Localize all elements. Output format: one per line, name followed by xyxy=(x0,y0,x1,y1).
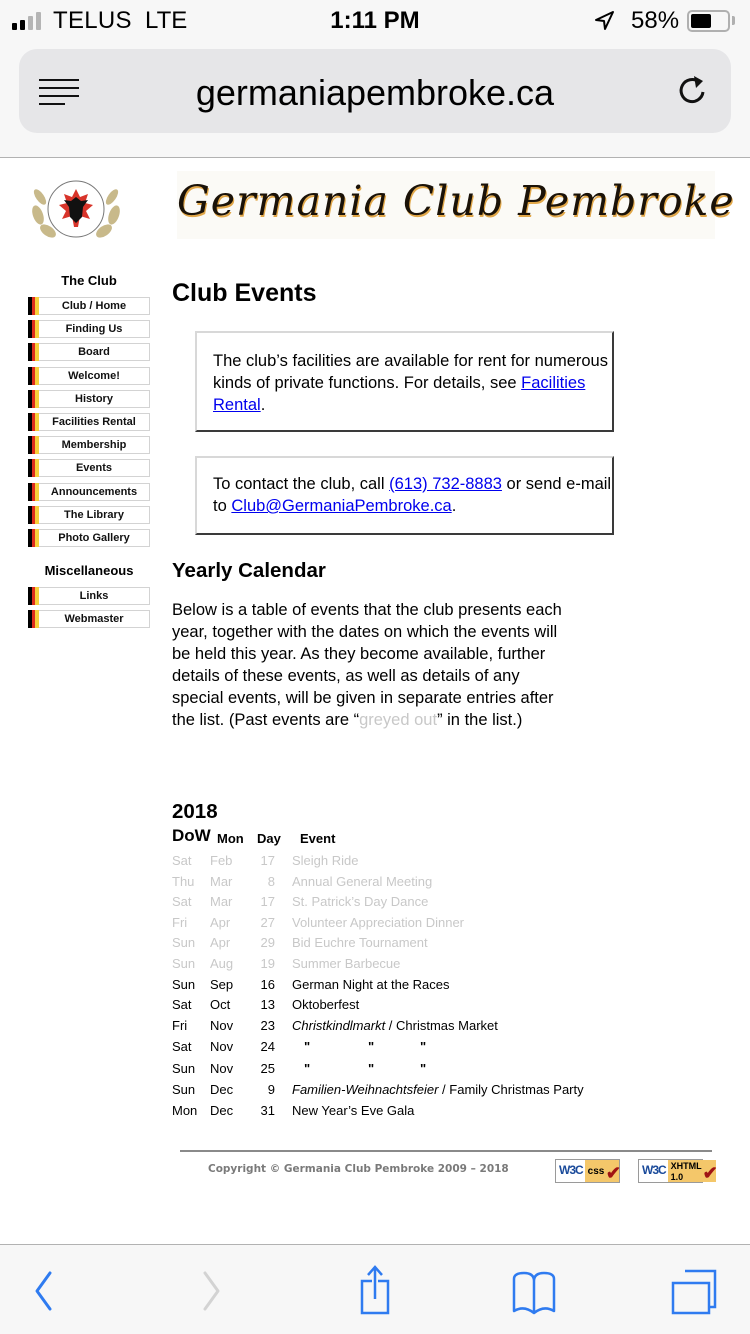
event-month: Nov xyxy=(210,1061,234,1076)
header-mon: Mon xyxy=(217,831,244,846)
sidebar-heading-the-club: The Club xyxy=(61,273,117,288)
ditto-mark: " xyxy=(304,1039,311,1054)
sidebar-item-webmaster[interactable] xyxy=(28,610,150,628)
copyright: Copyright © Germania Club Pembroke 2009 – 2018 xyxy=(208,1163,509,1175)
event-row xyxy=(172,915,632,935)
event-dow: Thu xyxy=(172,874,195,889)
event-row xyxy=(172,1061,632,1081)
contact-box xyxy=(195,456,614,535)
event-dow: Sat xyxy=(172,853,192,868)
url-text[interactable]: germaniapembroke.ca xyxy=(195,72,555,113)
web-page xyxy=(0,159,750,1244)
sidebar-item-label: History xyxy=(75,392,113,405)
css-label: css xyxy=(587,1166,605,1177)
club-logo[interactable] xyxy=(28,167,124,249)
flag-stripe-icon xyxy=(28,459,39,477)
bookmarks-icon[interactable] xyxy=(504,1259,564,1319)
w3c-css-badge[interactable] xyxy=(555,1159,620,1183)
event-month: Oct xyxy=(210,997,231,1012)
event-row xyxy=(172,935,632,955)
forward-icon[interactable] xyxy=(183,1259,243,1319)
event-name: Sleigh Ride xyxy=(292,853,359,868)
sidebar-item-label: Club / Home xyxy=(61,300,127,312)
sidebar-item-announcements[interactable] xyxy=(28,483,150,501)
event-name: St. Patrick’s Day Dance xyxy=(292,894,429,909)
ditto-mark: " xyxy=(420,1061,427,1076)
location-arrow-icon xyxy=(592,9,616,33)
sidebar-item-club-home[interactable] xyxy=(28,297,150,315)
event-day: 19 xyxy=(260,956,275,971)
event-day: 17 xyxy=(260,894,275,909)
sidebar-item-label: Photo Gallery xyxy=(58,532,130,544)
event-day: 13 xyxy=(260,997,275,1012)
event-day: 8 xyxy=(267,874,275,889)
email-link[interactable]: Club@GermaniaPembroke.ca xyxy=(231,497,452,515)
banner-title: Germania Club Pembroke xyxy=(177,177,735,225)
rental-notice-text: The club’s facilities are available for rent for numerous kinds of private functions. For details, see xyxy=(213,352,608,392)
facilities-rental-link[interactable]: Facilities Rental xyxy=(213,374,586,414)
contact-text-or: or send e-mail to xyxy=(213,475,612,515)
event-day: 29 xyxy=(260,935,275,950)
event-day: 25 xyxy=(260,1061,275,1076)
event-name: Summer Barbecue xyxy=(292,956,401,971)
sidebar-item-photo-gallery[interactable] xyxy=(28,529,150,547)
flag-stripe-icon xyxy=(28,320,39,338)
sidebar-item-events[interactable] xyxy=(28,459,150,477)
event-name: German Night at the Races xyxy=(292,977,450,992)
event-name-german: Familien-Weihnachtsfeier xyxy=(292,1082,439,1097)
flag-stripe-icon xyxy=(28,413,39,431)
carrier-name: TELUS xyxy=(53,7,132,34)
sidebar-item-links[interactable] xyxy=(28,587,150,605)
page-title: Club Events xyxy=(172,279,317,307)
event-name-english: / Christmas Market xyxy=(385,1018,498,1033)
event-dow: Sat xyxy=(172,1039,192,1054)
header-day: Day xyxy=(257,831,281,846)
event-dow: Sat xyxy=(172,997,192,1012)
event-row xyxy=(172,853,632,873)
flag-stripe-icon xyxy=(28,297,39,315)
event-row xyxy=(172,1082,632,1102)
back-icon[interactable] xyxy=(12,1259,72,1319)
phone-link[interactable]: (613) 732-8883 xyxy=(389,475,502,493)
event-day: 16 xyxy=(260,977,275,992)
intro-text: Below is a table of events that the club presents each year, together with the dates on which the events will be held this year. As they become available, further details of these events, as well as details of any special events, will be given in separate entries after the list. (Past events are “ xyxy=(172,601,562,730)
event-row xyxy=(172,956,632,976)
event-day: 23 xyxy=(260,1018,275,1033)
event-month: Mar xyxy=(210,874,233,889)
event-day: 17 xyxy=(260,853,275,868)
event-name-english: / Family Christmas Party xyxy=(438,1082,584,1097)
ditto-mark: " xyxy=(368,1039,375,1054)
event-day: 9 xyxy=(267,1082,275,1097)
flag-stripe-icon xyxy=(28,610,39,628)
sidebar-item-board[interactable] xyxy=(28,343,150,361)
event-month: Apr xyxy=(210,935,231,950)
event-row xyxy=(172,1018,632,1038)
ditto-mark: " xyxy=(368,1061,375,1076)
event-row xyxy=(172,1103,632,1123)
rental-notice-box xyxy=(195,331,614,432)
yearly-calendar-heading: Yearly Calendar xyxy=(172,559,326,582)
event-day: 27 xyxy=(260,915,275,930)
event-name: Bid Euchre Tournament xyxy=(292,935,428,950)
w3c-xhtml-badge[interactable] xyxy=(638,1159,718,1183)
event-dow: Sun xyxy=(172,1061,196,1076)
event-month: Dec xyxy=(210,1082,234,1097)
event-month: Dec xyxy=(210,1103,234,1118)
event-name: New Year’s Eve Gala xyxy=(292,1103,415,1118)
browser-chrome xyxy=(0,40,750,158)
header-dow: DoW xyxy=(172,826,211,845)
sidebar-item-label: Board xyxy=(78,346,110,359)
battery-icon xyxy=(687,10,730,32)
event-dow: Sun xyxy=(172,935,196,950)
flag-stripe-icon xyxy=(28,529,39,547)
tabs-icon[interactable] xyxy=(665,1259,725,1319)
battery-percent: 58% xyxy=(631,7,680,34)
event-dow: Sat xyxy=(172,894,192,909)
site-banner[interactable] xyxy=(177,171,735,239)
sidebar-item-label: Facilities Rental xyxy=(52,416,136,428)
checkmark-icon: ✔ xyxy=(702,1163,718,1183)
ditto-mark: " xyxy=(304,1061,311,1076)
sidebar-item-membership[interactable] xyxy=(28,436,150,454)
event-month: Feb xyxy=(210,853,233,868)
event-dow: Fri xyxy=(172,1018,188,1033)
contact-text: To contact the club, call xyxy=(213,475,390,493)
event-name: Annual General Meeting xyxy=(292,874,433,889)
flag-stripe-icon xyxy=(28,587,39,605)
sidebar-item-label: Events xyxy=(75,462,113,475)
event-name: Oktoberfest xyxy=(292,997,360,1012)
sidebar-item-label: Links xyxy=(79,590,109,602)
flag-stripe-icon xyxy=(28,436,39,454)
w3c-logo: W3C xyxy=(559,1163,583,1177)
rental-notice-period: . xyxy=(260,396,266,414)
flag-stripe-icon xyxy=(28,367,39,385)
sidebar-item-history[interactable] xyxy=(28,390,150,408)
network-type: LTE xyxy=(145,7,188,34)
sidebar-item-label: Welcome! xyxy=(68,369,120,382)
header-event: Event xyxy=(300,831,336,846)
greyed-out-sample: greyed out xyxy=(359,711,438,730)
calendar-intro xyxy=(172,599,562,732)
event-name-german: Christkindlmarkt xyxy=(292,1018,386,1033)
sidebar-item-label: Webmaster xyxy=(64,613,124,626)
browser-toolbar xyxy=(0,1244,750,1334)
event-row xyxy=(172,874,632,894)
event-month: Sep xyxy=(210,977,234,992)
event-name xyxy=(292,1018,498,1033)
event-dow: Fri xyxy=(172,915,188,930)
flag-stripe-icon xyxy=(28,390,39,408)
event-month: Nov xyxy=(210,1018,234,1033)
event-row xyxy=(172,997,632,1017)
sidebar-item-welcome[interactable] xyxy=(28,367,150,385)
flag-stripe-icon xyxy=(28,506,39,524)
footer-divider xyxy=(180,1150,712,1152)
share-icon[interactable] xyxy=(345,1259,405,1319)
event-dow: Sun xyxy=(172,1082,196,1097)
event-day: 24 xyxy=(260,1039,275,1054)
sidebar-item-label: The Library xyxy=(64,508,124,521)
flag-stripe-icon xyxy=(28,483,39,501)
flag-stripe-icon xyxy=(28,343,39,361)
sidebar-item-finding-us[interactable] xyxy=(28,320,150,338)
event-name: Volunteer Appreciation Dinner xyxy=(292,915,465,930)
event-month: Apr xyxy=(210,915,231,930)
sidebar-item-label: Finding Us xyxy=(65,323,123,336)
xhtml-label: XHTML xyxy=(670,1161,702,1171)
event-row xyxy=(172,977,632,997)
event-dow: Sun xyxy=(172,956,196,971)
event-name xyxy=(292,1082,584,1097)
event-month: Nov xyxy=(210,1039,234,1054)
event-day: 31 xyxy=(260,1103,275,1118)
reload-icon[interactable] xyxy=(674,73,710,109)
contact-period: . xyxy=(451,497,457,515)
checkmark-icon: ✔ xyxy=(605,1163,621,1183)
ditto-mark: " xyxy=(420,1039,427,1054)
intro-text-end: ” in the list.) xyxy=(437,711,523,730)
event-dow: Mon xyxy=(172,1103,198,1118)
status-bar xyxy=(0,0,750,40)
event-dow: Sun xyxy=(172,977,196,992)
sidebar-item-facilities-rental[interactable] xyxy=(28,413,150,431)
event-month: Aug xyxy=(210,956,234,971)
sidebar-heading-miscellaneous: Miscellaneous xyxy=(44,563,134,578)
xhtml-version: 1.0 xyxy=(670,1172,684,1182)
event-row xyxy=(172,894,632,914)
sidebar-item-the-library[interactable] xyxy=(28,506,150,524)
w3c-logo: W3C xyxy=(642,1163,666,1177)
address-bar[interactable] xyxy=(19,49,731,133)
battery-tip xyxy=(732,16,735,25)
clock: 1:11 PM xyxy=(330,7,420,34)
sidebar-item-label: Membership xyxy=(61,439,127,452)
calendar-year: 2018 xyxy=(172,800,218,823)
event-month: Mar xyxy=(210,894,233,909)
event-row xyxy=(172,1039,632,1059)
sidebar-item-label: Announcements xyxy=(50,485,138,498)
